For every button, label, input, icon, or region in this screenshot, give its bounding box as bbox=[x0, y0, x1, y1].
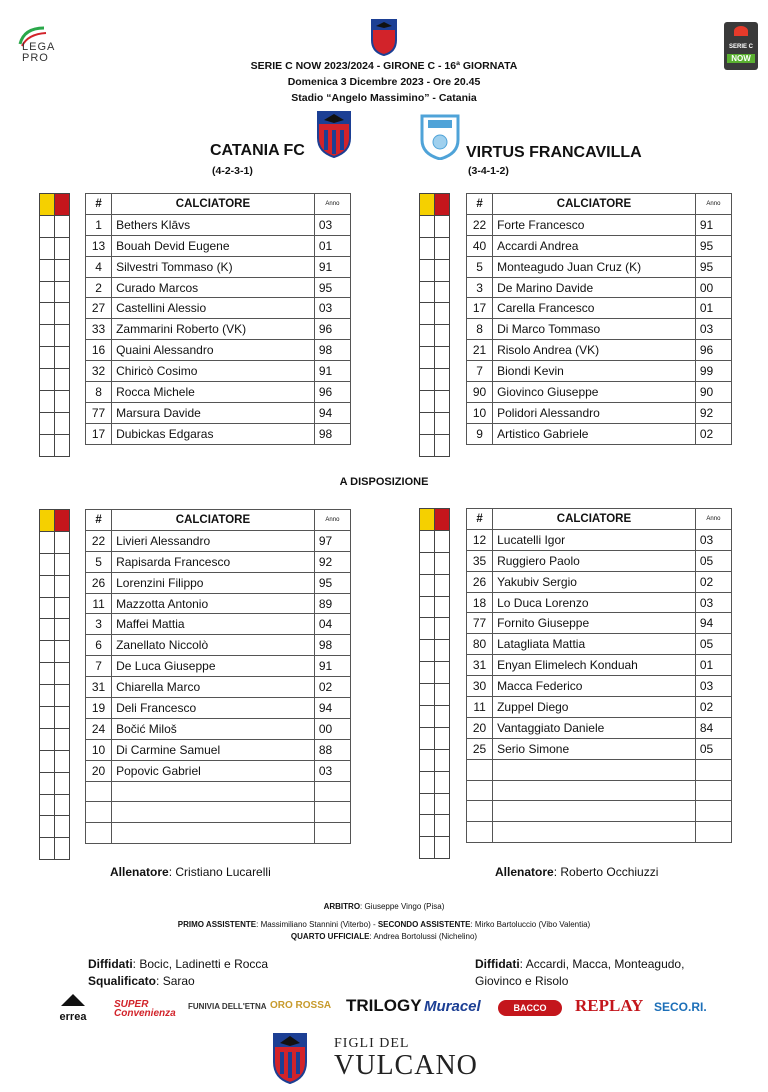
player-name: Ruggiero Paolo bbox=[493, 550, 696, 571]
player-year: 97 bbox=[314, 530, 350, 551]
sponsor-super-convenienza: SUPER Convenienza bbox=[114, 999, 176, 1019]
player-year: 91 bbox=[695, 214, 731, 235]
player-row bbox=[467, 655, 732, 676]
away-starters-table bbox=[466, 193, 732, 445]
player-row bbox=[467, 613, 732, 634]
player-number: 11 bbox=[467, 697, 493, 718]
player-number: 20 bbox=[467, 717, 493, 738]
col-num: # bbox=[467, 509, 493, 530]
player-name: Castellini Alessio bbox=[112, 298, 315, 319]
player-row bbox=[467, 382, 732, 403]
player-row bbox=[467, 319, 732, 340]
player-name: Zuppel Diego bbox=[493, 697, 696, 718]
sponsor-errea-text: errea bbox=[59, 1011, 87, 1023]
player-year: 95 bbox=[695, 256, 731, 277]
player-year: 98 bbox=[314, 423, 350, 444]
player-row bbox=[86, 760, 351, 781]
away-coach-name: Roberto Occhiuzzi bbox=[560, 865, 659, 879]
player-number: 18 bbox=[467, 592, 493, 613]
player-row bbox=[467, 235, 732, 256]
player-year bbox=[314, 781, 350, 802]
player-number bbox=[467, 780, 493, 801]
player-row bbox=[467, 361, 732, 382]
player-name: Chiarella Marco bbox=[112, 677, 315, 698]
player-year: 00 bbox=[695, 277, 731, 298]
home-coach-label: Allenatore bbox=[110, 865, 169, 879]
catania-crest bbox=[316, 110, 352, 163]
player-row bbox=[467, 571, 732, 592]
yellow-card-header bbox=[420, 509, 435, 531]
sponsor-bacco bbox=[498, 1000, 562, 1016]
player-name: Fornito Giuseppe bbox=[493, 613, 696, 634]
player-year: 91 bbox=[314, 256, 350, 277]
player-year: 03 bbox=[695, 319, 731, 340]
col-year: Anno bbox=[695, 194, 731, 215]
player-number: 8 bbox=[86, 382, 112, 403]
sponsor-funivia: FUNIVIA DELL'ETNA bbox=[188, 1002, 267, 1011]
player-number: 40 bbox=[467, 235, 493, 256]
player-row bbox=[467, 801, 732, 822]
player-row bbox=[86, 530, 351, 551]
player-year: 88 bbox=[314, 739, 350, 760]
second-assistant-name: Mirko Bartoluccio (Vibo Valentia) bbox=[474, 920, 591, 929]
player-number: 12 bbox=[467, 529, 493, 550]
first-assistant-label: PRIMO ASSISTENTE bbox=[177, 920, 257, 929]
player-name: Livieri Alessandro bbox=[112, 530, 315, 551]
player-row bbox=[467, 822, 732, 843]
home-discipline: Diffidati: Bocic, Ladinetti e Rocca Squalificato: Sarao bbox=[88, 957, 269, 988]
player-name: De Luca Giuseppe bbox=[112, 656, 315, 677]
player-number: 7 bbox=[467, 361, 493, 382]
player-number: 27 bbox=[86, 298, 112, 319]
player-name: Rocca Michele bbox=[112, 382, 315, 403]
catania-crest-top bbox=[370, 18, 398, 61]
player-row bbox=[467, 676, 732, 697]
player-year: 94 bbox=[695, 613, 731, 634]
player-row bbox=[467, 592, 732, 613]
home-diffidati-label: Diffidati bbox=[88, 957, 133, 971]
sponsor-oro-rossa: ORO ROSSA bbox=[270, 1000, 332, 1011]
yellow-card-header bbox=[420, 194, 435, 216]
player-row bbox=[467, 277, 732, 298]
away-bench-table bbox=[466, 508, 732, 843]
player-name: Macca Federico bbox=[493, 676, 696, 697]
player-number bbox=[86, 823, 112, 844]
player-number: 3 bbox=[86, 614, 112, 635]
player-year bbox=[695, 801, 731, 822]
player-number: 10 bbox=[467, 402, 493, 423]
player-number: 1 bbox=[86, 214, 112, 235]
player-name: Chiricò Cosimo bbox=[112, 361, 315, 382]
fourth-official-label: QUARTO UFFICIALE bbox=[290, 932, 370, 941]
first-assistant-name: Massimiliano Stannini (Viterbo) bbox=[260, 920, 371, 929]
sponsor-secori: SECO.RI. bbox=[654, 1000, 707, 1014]
home-bench-cards bbox=[39, 509, 70, 860]
player-name: Lucatelli Igor bbox=[493, 529, 696, 550]
player-number bbox=[86, 802, 112, 823]
player-number: 11 bbox=[86, 593, 112, 614]
away-coach: Allenatore: Roberto Occhiuzzi bbox=[495, 865, 659, 879]
player-number: 9 bbox=[467, 423, 493, 444]
player-name: Rapisarda Francesco bbox=[112, 551, 315, 572]
stadium-line: Stadio “Angelo Massimino” - Catania bbox=[291, 92, 477, 104]
player-name bbox=[493, 780, 696, 801]
footer-vulcano: VULCANO bbox=[334, 1050, 478, 1081]
player-number: 30 bbox=[467, 676, 493, 697]
player-year bbox=[314, 823, 350, 844]
player-name: Lo Duca Lorenzo bbox=[493, 592, 696, 613]
player-row bbox=[86, 593, 351, 614]
player-row bbox=[86, 277, 351, 298]
player-name bbox=[112, 823, 315, 844]
player-year: 96 bbox=[314, 382, 350, 403]
player-name bbox=[112, 802, 315, 823]
player-name: Polidori Alessandro bbox=[493, 402, 696, 423]
player-number: 20 bbox=[86, 760, 112, 781]
player-row bbox=[467, 423, 732, 444]
player-name: Risolo Andrea (VK) bbox=[493, 340, 696, 361]
player-name: Bouah Devid Eugene bbox=[112, 235, 315, 256]
player-year: 02 bbox=[695, 697, 731, 718]
player-row bbox=[86, 656, 351, 677]
player-row bbox=[467, 340, 732, 361]
home-diffidati: Bocic, Ladinetti e Rocca bbox=[139, 957, 269, 971]
away-bench-cards bbox=[419, 508, 450, 859]
player-number bbox=[467, 822, 493, 843]
player-year: 02 bbox=[695, 423, 731, 444]
player-name: Yakubiv Sergio bbox=[493, 571, 696, 592]
player-year bbox=[695, 822, 731, 843]
player-number: 24 bbox=[86, 718, 112, 739]
home-starters-table bbox=[85, 193, 351, 445]
player-year: 96 bbox=[695, 340, 731, 361]
sponsor-bacco-text: BACCO bbox=[513, 1003, 547, 1013]
fourth-official-name: Andrea Bortolussi (Nichelino) bbox=[373, 932, 478, 941]
player-row bbox=[86, 781, 351, 802]
player-row bbox=[86, 256, 351, 277]
referee-name: Giuseppe Vingo (Pisa) bbox=[364, 902, 445, 911]
player-row bbox=[86, 698, 351, 719]
player-row bbox=[467, 697, 732, 718]
player-row bbox=[86, 802, 351, 823]
player-number: 10 bbox=[86, 739, 112, 760]
player-name bbox=[493, 759, 696, 780]
player-name: Silvestri Tommaso (K) bbox=[112, 256, 315, 277]
player-number: 80 bbox=[467, 634, 493, 655]
player-row bbox=[467, 759, 732, 780]
bench-title: A DISPOSIZIONE bbox=[339, 476, 429, 488]
player-year: 94 bbox=[314, 698, 350, 719]
player-year: 01 bbox=[695, 298, 731, 319]
player-name: Di Marco Tommaso bbox=[493, 319, 696, 340]
player-year: 03 bbox=[314, 298, 350, 319]
player-name: Forte Francesco bbox=[493, 214, 696, 235]
player-name: Monteagudo Juan Cruz (K) bbox=[493, 256, 696, 277]
player-year: 91 bbox=[314, 361, 350, 382]
away-coach-label: Allenatore bbox=[495, 865, 554, 879]
player-row bbox=[467, 256, 732, 277]
player-name: Curado Marcos bbox=[112, 277, 315, 298]
home-coach-name: Cristiano Lucarelli bbox=[175, 865, 271, 879]
player-year: 95 bbox=[314, 277, 350, 298]
player-number: 5 bbox=[467, 256, 493, 277]
player-number: 31 bbox=[467, 655, 493, 676]
player-year: 03 bbox=[314, 760, 350, 781]
home-team-name: CATANIA FC bbox=[210, 142, 305, 159]
player-number: 26 bbox=[467, 571, 493, 592]
player-name: Artistico Gabriele bbox=[493, 423, 696, 444]
col-player: CALCIATORE bbox=[112, 194, 315, 215]
sponsor-replay: REPLAY bbox=[575, 996, 644, 1015]
player-row bbox=[467, 717, 732, 738]
player-number: 2 bbox=[86, 277, 112, 298]
player-number: 4 bbox=[86, 256, 112, 277]
player-number: 3 bbox=[467, 277, 493, 298]
red-card-header bbox=[435, 509, 450, 531]
player-year: 90 bbox=[695, 382, 731, 403]
player-row bbox=[86, 718, 351, 739]
player-number: 17 bbox=[467, 298, 493, 319]
player-number: 77 bbox=[467, 613, 493, 634]
player-number: 5 bbox=[86, 551, 112, 572]
virtus-francavilla-crest bbox=[418, 112, 462, 165]
col-year: Anno bbox=[314, 510, 350, 531]
player-year: 05 bbox=[695, 550, 731, 571]
player-year: 98 bbox=[314, 635, 350, 656]
col-num: # bbox=[86, 194, 112, 215]
player-row bbox=[86, 572, 351, 593]
player-number: 31 bbox=[86, 677, 112, 698]
sponsor-errea bbox=[55, 992, 91, 1023]
player-row bbox=[467, 738, 732, 759]
player-row bbox=[86, 423, 351, 444]
player-name: Serio Simone bbox=[493, 738, 696, 759]
player-name: Biondi Kevin bbox=[493, 361, 696, 382]
player-year: 03 bbox=[695, 676, 731, 697]
player-number: 32 bbox=[86, 361, 112, 382]
player-name: De Marino Davide bbox=[493, 277, 696, 298]
player-year bbox=[314, 802, 350, 823]
player-year: 02 bbox=[695, 571, 731, 592]
player-number: 21 bbox=[467, 340, 493, 361]
player-number: 7 bbox=[86, 656, 112, 677]
player-name: Giovinco Giuseppe bbox=[493, 382, 696, 403]
referee-label: ARBITRO bbox=[323, 902, 361, 911]
player-year: 92 bbox=[695, 402, 731, 423]
player-name: Mazzotta Antonio bbox=[112, 593, 315, 614]
player-row bbox=[86, 235, 351, 256]
player-row bbox=[86, 614, 351, 635]
player-number: 25 bbox=[467, 738, 493, 759]
player-year: 03 bbox=[695, 529, 731, 550]
player-year: 05 bbox=[695, 634, 731, 655]
away-formation: (3-4-1-2) bbox=[468, 165, 509, 177]
player-name: Bočić Miloš bbox=[112, 718, 315, 739]
player-row bbox=[86, 551, 351, 572]
player-row bbox=[86, 214, 351, 235]
player-number: 77 bbox=[86, 402, 112, 423]
away-starters-cards bbox=[419, 193, 450, 457]
competition-line: SERIE C NOW 2023/2024 - GIRONE C - 16ª GIORNATA bbox=[250, 60, 518, 72]
player-row bbox=[467, 214, 732, 235]
player-name: Deli Francesco bbox=[112, 698, 315, 719]
col-num: # bbox=[86, 510, 112, 531]
player-name: Enyan Elimelech Konduah bbox=[493, 655, 696, 676]
col-num: # bbox=[467, 194, 493, 215]
player-name: Marsura Davide bbox=[112, 402, 315, 423]
player-name bbox=[493, 822, 696, 843]
player-name: Latagliata Mattia bbox=[493, 634, 696, 655]
col-year: Anno bbox=[695, 509, 731, 530]
player-year: 01 bbox=[314, 235, 350, 256]
player-name: Carella Francesco bbox=[493, 298, 696, 319]
player-name bbox=[493, 801, 696, 822]
player-number: 33 bbox=[86, 319, 112, 340]
red-card-header bbox=[55, 510, 70, 532]
home-squalificato-label: Squalificato bbox=[88, 974, 157, 988]
player-number: 8 bbox=[467, 319, 493, 340]
player-year: 92 bbox=[314, 551, 350, 572]
player-name: Zanellato Niccolò bbox=[112, 635, 315, 656]
player-number: 22 bbox=[86, 530, 112, 551]
player-year: 91 bbox=[314, 656, 350, 677]
second-assistant-label: SECONDO ASSISTENTE bbox=[377, 920, 471, 929]
player-row bbox=[467, 550, 732, 571]
player-year: 94 bbox=[314, 402, 350, 423]
away-team-name: VIRTUS FRANCAVILLA bbox=[466, 144, 642, 161]
player-row bbox=[86, 739, 351, 760]
away-diffidati-label: Diffidati bbox=[475, 957, 520, 971]
player-name: Lorenzini Filippo bbox=[112, 572, 315, 593]
player-name: Dubickas Edgaras bbox=[112, 423, 315, 444]
player-row bbox=[467, 402, 732, 423]
player-year bbox=[695, 759, 731, 780]
home-bench-table bbox=[85, 509, 351, 844]
player-year: 95 bbox=[695, 235, 731, 256]
player-name: Vantaggiato Daniele bbox=[493, 717, 696, 738]
serie-c-text: SERIE C bbox=[728, 44, 753, 50]
player-number: 13 bbox=[86, 235, 112, 256]
player-row bbox=[467, 634, 732, 655]
player-row bbox=[86, 319, 351, 340]
player-number bbox=[467, 801, 493, 822]
home-coach: Allenatore: Cristiano Lucarelli bbox=[110, 865, 271, 879]
yellow-card-header bbox=[40, 510, 55, 532]
date-line: Domenica 3 Dicembre 2023 - Ore 20.45 bbox=[287, 76, 481, 88]
away-diffidati-line2: Giovinco e Risolo bbox=[475, 974, 569, 988]
player-year bbox=[695, 780, 731, 801]
away-diffidati-line1: Accardi, Macca, Monteagudo, bbox=[525, 957, 685, 971]
assistants-line: PRIMO ASSISTENTE: Massimiliano Stannini (Viterbo) - SECONDO ASSISTENTE: Mirko Bartoluccio (Vibo Valentia) bbox=[177, 920, 591, 929]
catania-crest-footer bbox=[272, 1032, 308, 1089]
player-name: Zammarini Roberto (VK) bbox=[112, 319, 315, 340]
player-number: 35 bbox=[467, 550, 493, 571]
player-name: Di Carmine Samuel bbox=[112, 739, 315, 760]
player-year: 96 bbox=[314, 319, 350, 340]
col-year: Anno bbox=[314, 194, 350, 215]
player-year: 84 bbox=[695, 717, 731, 738]
player-number: 16 bbox=[86, 340, 112, 361]
player-year: 95 bbox=[314, 572, 350, 593]
player-number bbox=[86, 781, 112, 802]
player-year: 01 bbox=[695, 655, 731, 676]
lega-pro-text: LEGA PRO bbox=[22, 41, 55, 64]
player-name: Bethers Klāvs bbox=[112, 214, 315, 235]
player-name: Quaini Alessandro bbox=[112, 340, 315, 361]
player-year: 04 bbox=[314, 614, 350, 635]
player-year: 05 bbox=[695, 738, 731, 759]
yellow-card-header bbox=[40, 194, 55, 216]
player-number: 90 bbox=[467, 382, 493, 403]
referee-line: ARBITRO: Giuseppe Vingo (Pisa) bbox=[323, 902, 445, 911]
col-player: CALCIATORE bbox=[112, 510, 315, 531]
home-starters-cards bbox=[39, 193, 70, 457]
player-row bbox=[86, 361, 351, 382]
sponsor-muracel: Muracel bbox=[424, 998, 481, 1015]
player-row bbox=[86, 340, 351, 361]
player-row bbox=[467, 780, 732, 801]
player-number: 22 bbox=[467, 214, 493, 235]
player-row bbox=[467, 529, 732, 550]
player-row bbox=[86, 298, 351, 319]
home-squalificato: Sarao bbox=[162, 974, 195, 988]
col-player: CALCIATORE bbox=[493, 509, 696, 530]
player-row bbox=[86, 382, 351, 403]
now-text: NOW bbox=[727, 54, 755, 63]
player-year: 03 bbox=[314, 214, 350, 235]
player-year: 98 bbox=[314, 340, 350, 361]
player-row bbox=[467, 298, 732, 319]
sponsor-trilogy: TRILOGY bbox=[346, 996, 422, 1015]
red-card-header bbox=[55, 194, 70, 216]
player-year: 00 bbox=[314, 718, 350, 739]
player-number bbox=[467, 759, 493, 780]
player-number: 6 bbox=[86, 635, 112, 656]
away-discipline: Diffidati: Accardi, Macca, Monteagudo, Giovinco e Risolo bbox=[475, 957, 685, 988]
fourth-official-line: QUARTO UFFICIALE: Andrea Bortolussi (Nichelino) bbox=[290, 932, 478, 941]
player-number: 26 bbox=[86, 572, 112, 593]
player-name: Popovic Gabriel bbox=[112, 760, 315, 781]
player-name: Maffei Mattia bbox=[112, 614, 315, 635]
player-year: 02 bbox=[314, 677, 350, 698]
player-year: 03 bbox=[695, 592, 731, 613]
player-year: 89 bbox=[314, 593, 350, 614]
player-row bbox=[86, 402, 351, 423]
player-name bbox=[112, 781, 315, 802]
player-row bbox=[86, 823, 351, 844]
player-year: 99 bbox=[695, 361, 731, 382]
player-row bbox=[86, 677, 351, 698]
player-name: Accardi Andrea bbox=[493, 235, 696, 256]
col-player: CALCIATORE bbox=[493, 194, 696, 215]
home-formation: (4-2-3-1) bbox=[212, 165, 253, 177]
player-number: 17 bbox=[86, 423, 112, 444]
footer-figli-del: FIGLI DEL bbox=[334, 1036, 410, 1051]
red-card-header bbox=[435, 194, 450, 216]
player-row bbox=[86, 635, 351, 656]
player-number: 19 bbox=[86, 698, 112, 719]
